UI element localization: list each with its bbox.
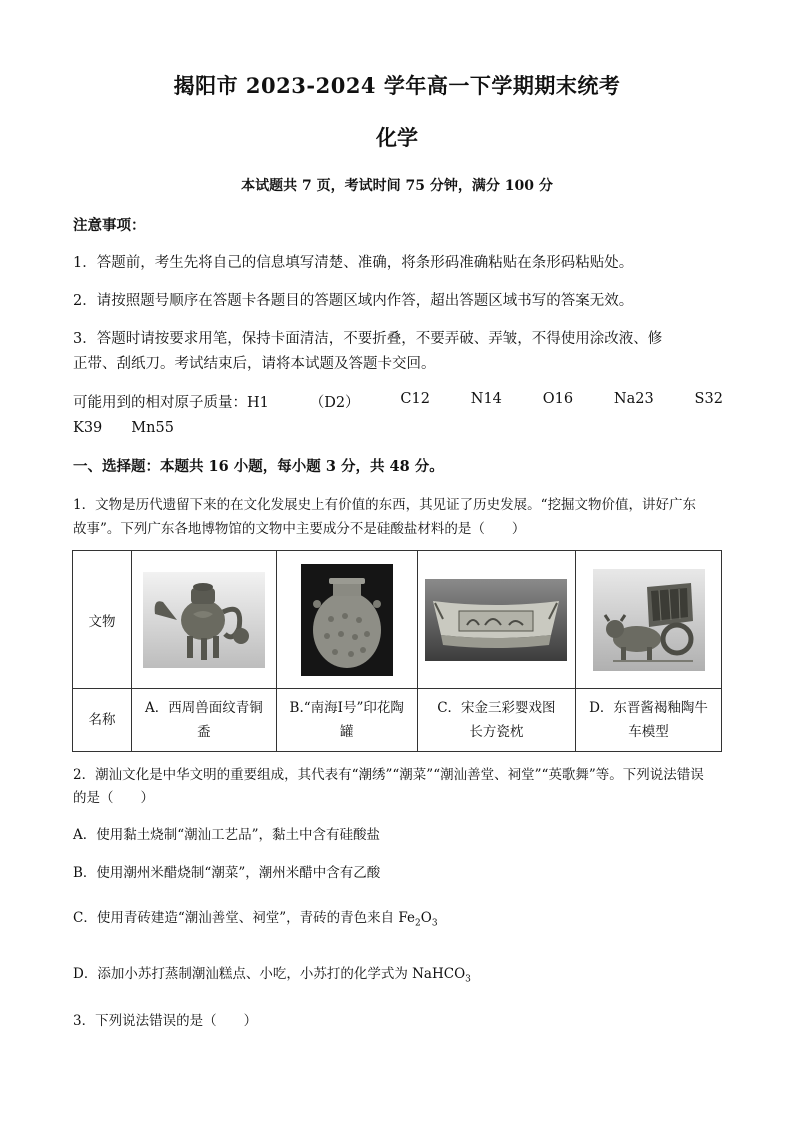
atomic-mass-line2: K39 Mn55 [73,420,174,436]
option-b-cell [276,689,417,752]
ceramic-pillow-image [425,579,567,661]
printed-pottery-jar-image [301,564,393,676]
atomic-mass-s: S32 [694,391,723,407]
option-d-line1: D．东晋酱褐釉陶牛 [589,700,708,716]
q2-option-c-sub1: 2 [415,918,421,929]
q2-option-d [73,962,471,985]
note-item-1: 1．答题前，考生先将自己的信息填写清楚、准确，将条形码准确粘贴在条形码粘贴处。 [73,255,634,271]
exam-info: 本试题共 7 页，考试时间 75 分钟，满分 100 分 [241,178,553,194]
bronze-he-vessel-image [143,572,265,668]
q2-stem-line1: 2．潮汕文化是中华文明的重要组成，其代表有“潮绣”“潮菜”“潮汕善堂、祠堂”“英歌舞”等。下列说法错误 [73,767,704,783]
option-c-line2: 长方瓷枕 [469,724,524,740]
relic-c-image [417,551,575,689]
q2-option-a: A．使用黏土烧制“潮汕工艺品”，黏土中含有硅酸盐 [73,827,381,843]
note-item-3-cont: 正带、刮纸刀。考试结束后，请将本试题及答题卡交回。 [73,356,436,372]
option-a-line2: 盉 [197,724,211,740]
option-a-line1: A．西周兽面纹青铜 [144,700,263,716]
pottery-ox-cart-image [593,569,705,671]
atomic-mass-d: （D2） [309,395,360,411]
q1-stem-line2: 故事”。下列广东各地博物馆的文物中主要成分不是硅酸盐材料的是（ ） [73,521,526,537]
subject-title: 化学 [376,125,418,150]
option-c-cell [417,689,575,752]
q2-option-b: B．使用潮州米醋烧制“潮菜”，潮州米醋中含有乙酸 [73,865,381,881]
relic-b-image [276,551,417,689]
option-b-line2: 罐 [339,724,354,740]
atomic-mass-n: N14 [470,391,502,407]
relic-a-image [132,551,277,689]
option-d-line2: 车模型 [628,724,669,740]
atomic-mass-na: Na23 [613,391,654,407]
notes-heading: 注意事项： [73,217,146,234]
atomic-mass-o: O16 [542,391,574,407]
q1-stem-line1: 1．文物是历代遗留下来的在文化发展史上有价值的东西，其见证了历史发展。“挖掘文物价值，讲好广东 [73,497,696,513]
note-item-3: 3．答题时请按要求用笔，保持卡面清洁，不要折叠，不要弄破、弄皱，不得使用涂改液、修 [73,331,663,347]
relics-table [72,550,722,752]
relic-name-row [73,689,722,752]
option-a-cell [132,689,277,752]
relic-image-row [73,551,722,689]
exam-title: 揭阳市 2023-2024 学年高一下学期期末统考 [173,73,621,98]
atomic-mass-c: C12 [400,391,430,407]
q2-option-c-mid: O [420,910,432,926]
note-item-2: 2．请按照题号顺序在答题卡各题目的答题区域内作答，超出答题区域书写的答案无效。 [73,293,634,309]
section1-heading: 一、选择题：本题共 16 小题，每小题 3 分，共 48 分。 [73,458,444,475]
q2-option-c-text: C．使用青砖建造“潮汕善堂、祠堂”，青砖的青色来自 Fe [73,910,416,926]
q3-stem: 3．下列说法错误的是（ ） [73,1013,258,1029]
relic-d-image [576,551,722,689]
q2-option-d-sub: 3 [465,974,471,985]
q2-option-d-text: D．添加小苏打蒸制潮汕糕点、小吃，小苏打的化学式为 NaHCO [73,966,466,982]
atomic-mass-row [73,391,723,412]
q2-option-c [73,906,438,929]
option-b-line1: B.“南海Ⅰ号”印花陶 [289,700,404,716]
q2-option-c-sub2: 3 [431,918,438,929]
atomic-mass-label: 可能用到的相对原子质量：H1 [73,395,269,411]
row-label-relic: 文物 [73,551,132,689]
option-c-line1: C．宋金三彩婴戏图 [437,700,556,716]
option-d-cell [576,689,722,752]
row-label-name: 名称 [73,689,132,752]
q2-stem-line2: 的是（ ） [73,790,154,806]
